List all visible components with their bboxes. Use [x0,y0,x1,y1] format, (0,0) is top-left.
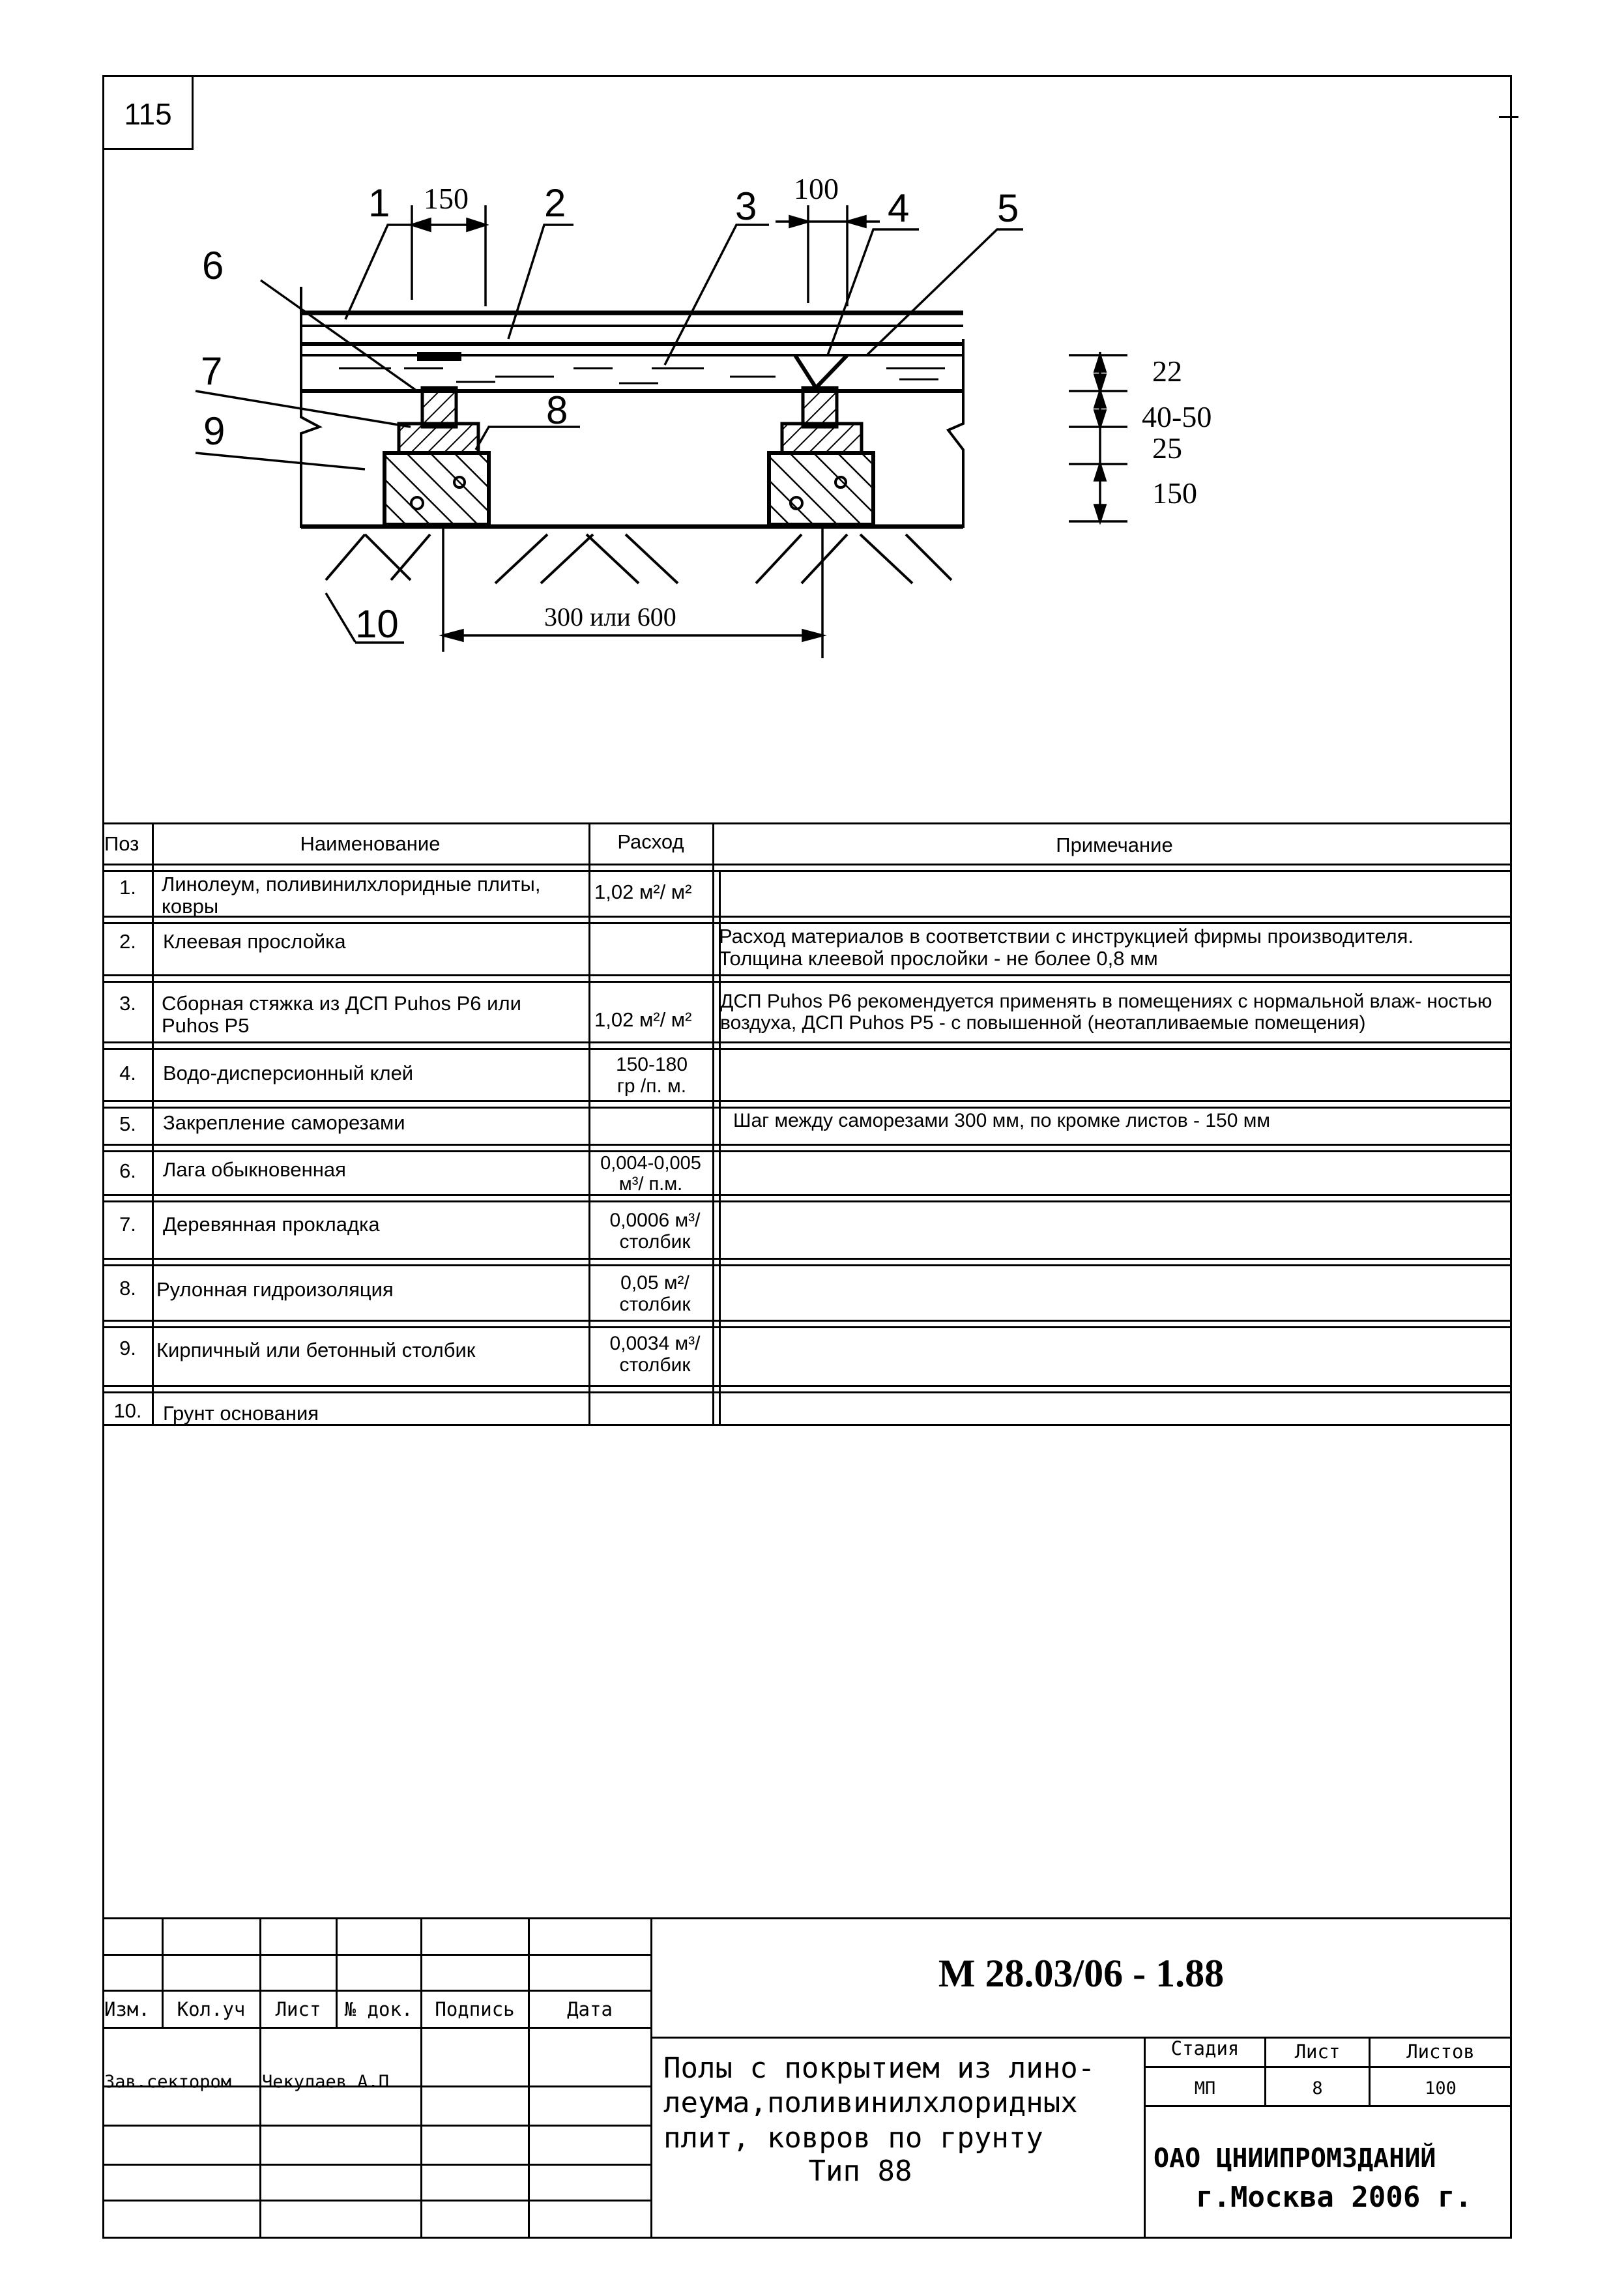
row-4-name: Водо-дисперсионный клей [163,1062,414,1084]
callout-1: 1 [368,181,390,225]
table-row-line [102,1391,1510,1393]
row-9-name: Кирпичный или бетонный столбик [156,1339,476,1361]
title-line-2: леума,поливинилхлоридных [663,2086,1078,2119]
left-grid-col [259,1917,261,2239]
callout-5: 5 [997,186,1019,230]
page-number: 115 [124,97,172,131]
dim-label-40-50: 40-50 [1142,400,1212,433]
dim-label-150: 150 [424,182,469,215]
callout-9: 9 [203,409,225,453]
table-row-line [102,1194,1510,1196]
table-row-line [102,1326,1510,1328]
callout-10: 10 [355,602,399,646]
col-signature: Подпись [435,1998,515,2020]
title-line-1: Полы с покрытием из лино- [663,2052,1096,2085]
left-grid-col [420,1917,422,2239]
table-row-line [102,864,1510,865]
sheets-label: Листов [1406,2041,1475,2063]
ground-base [301,527,963,583]
table-row-line [102,974,1510,976]
table-row-line [102,1150,1510,1152]
row-1-pos: 1. [119,876,136,899]
row-6-name: Лага обыкновенная [163,1158,346,1181]
title-line-3: плит, ковров по грунту [663,2121,1043,2155]
row-5-note: Шаг между саморезами 300 мм, по кромке листов - 150 мм [733,1110,1270,1131]
row-5-name: Закрепление саморезами [163,1111,405,1134]
sheet-value: 8 [1312,2078,1323,2099]
row-1-rate: 1,02 м²/ м² [594,880,692,903]
title-line-4: Тип 88 [808,2155,912,2188]
col-izm: Изм. [104,1998,150,2020]
table-row-line [102,1048,1510,1050]
right-grid-line [650,2037,1511,2039]
left-grid-line [102,1954,651,1956]
left-grid-line [102,2200,651,2202]
table-col-line [152,822,154,1425]
dim-label-150-right: 150 [1152,476,1197,510]
left-grid-line [102,1990,651,1992]
col-kol-uch: Кол.уч [177,1998,246,2020]
row-2-name: Клеевая прослойка [163,930,346,953]
table-row-line [102,1107,1510,1109]
right-grid-line [1144,2066,1511,2068]
row-7-rate: 0,0006 м³/ столбик [609,1210,701,1253]
callout-3: 3 [735,184,757,228]
dim-label-25: 25 [1152,431,1182,465]
row-2-pos: 2. [119,930,136,953]
table-row-line [102,981,1510,983]
table-col-line [588,822,590,1425]
left-grid-line [102,2125,651,2127]
callout-6: 6 [202,244,224,287]
row-3-pos: 3. [119,992,136,1015]
row-6-rate: 0,004-0,005 м³/ п.м. [600,1153,701,1195]
table-row-line [102,1200,1510,1202]
left-grid-col [528,1917,530,2239]
dimension-300-600 [443,528,822,658]
table-row-line [102,1100,1510,1102]
row-7-pos: 7. [119,1213,136,1236]
row-3-note: ДСП Puhos P6 рекомендуется применять в помещениях с нормальной влаж- ностью воздуха, ДСП Puhos P5 - с повышенной (неотапливаемые помещения) [720,991,1492,1034]
dimension-right-stack [1069,352,1127,521]
table-row-line [102,1385,1510,1387]
header-pos: Поз [104,832,139,855]
right-grid-line [1144,2105,1511,2107]
right-support [769,355,873,525]
callout-2: 2 [544,181,566,225]
title-block-top [102,1917,1510,1919]
row-5-pos: 5. [119,1112,136,1135]
row-10-name: Грунт основания [163,1402,319,1425]
row-9-pos: 9. [119,1337,136,1359]
stage-label: Стадия [1170,2037,1240,2059]
table-row-line [102,870,1510,872]
dim-label-22: 22 [1152,355,1182,388]
row-3-rate: 1,02 м²/ м² [594,1008,692,1031]
dimension-150 [412,205,486,306]
header-note: Примечание [1056,834,1173,856]
city-year: г.Москва 2006 г. [1196,2181,1472,2214]
col-date: Дата [567,1998,613,2020]
callout-7: 7 [201,349,223,393]
col-doc-no: № док. [344,1998,413,2020]
table-row-line [102,1264,1510,1266]
table-top-border [102,822,1510,824]
floor-section-drawing [0,0,1611,821]
row-10-pos: 10. [113,1399,142,1422]
person-name: Чекулаев А.П [262,2072,390,2092]
row-8-rate: 0,05 м²/ столбик [619,1272,691,1315]
callout-leaders [196,225,1023,642]
table-row-line [102,922,1510,924]
table-row-line [102,1041,1510,1043]
row-6-pos: 6. [119,1159,136,1182]
left-grid-line [102,2164,651,2166]
table-row-line [102,1144,1510,1146]
row-4-rate: 150-180 гр /п. м. [615,1054,688,1097]
col-list: Лист [275,1998,321,2020]
callout-8: 8 [546,388,568,432]
dim-label-300-600: 300 или 600 [544,602,676,632]
sheets-value: 100 [1425,2078,1457,2099]
row-3-name: Сборная стяжка из ДСП Puhos P6 или Puhos P5 [162,992,521,1038]
header-rate: Расход [617,830,684,853]
row-9-rate: 0,0034 м³/ столбик [609,1333,701,1376]
left-grid-line [102,2027,651,2029]
dim-label-100: 100 [794,172,839,205]
header-name: Наименование [300,832,441,855]
row-4-pos: 4. [119,1062,136,1084]
organization-name: ОАО ЦНИИПРОМЗДАНИЙ [1154,2143,1436,2173]
role-label: Зав.сектором [104,2072,232,2092]
row-2-note: Расход материалов в соответствии с инструкцией фирмы производителя. Толщина клеевой прослойки - не более 0,8 мм [719,925,1414,970]
stage-value: МП [1194,2078,1216,2099]
row-8-name: Рулонная гидроизоляция [156,1278,394,1301]
row-1-name: Линолеум, поливинилхлоридные плиты, ковры [162,873,541,918]
table-row-line [102,1258,1510,1260]
row-8-pos: 8. [119,1277,136,1300]
document-code: М 28.03/06 - 1.88 [938,1952,1225,1995]
table-row-line [102,1320,1510,1322]
sheet-label: Лист [1294,2041,1341,2063]
callout-4: 4 [888,186,910,230]
row-7-name: Деревянная прокладка [163,1213,380,1236]
